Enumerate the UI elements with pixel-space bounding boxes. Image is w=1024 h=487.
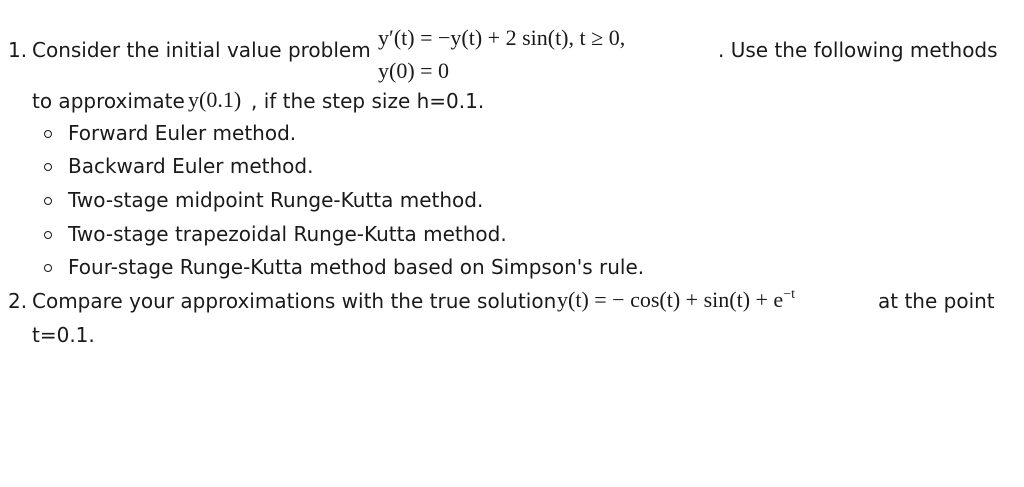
true-solution-main: y(t) = − cos(t) + sin(t) + e xyxy=(557,287,784,312)
problem-1-tail: . Use the following methods xyxy=(718,38,998,62)
bullet-icon xyxy=(44,163,52,171)
true-solution-exponent: −t xyxy=(783,287,795,302)
bullet-icon xyxy=(44,264,52,272)
problem-2-line2: t=0.1. xyxy=(32,323,95,347)
problem-1-number: 1. xyxy=(8,38,28,62)
problem-2-number: 2. xyxy=(8,289,28,313)
method-label: Backward Euler method. xyxy=(68,154,314,178)
bullet-icon xyxy=(44,197,52,205)
method-label: Four-stage Runge-Kutta method based on Simpson's rule. xyxy=(68,255,645,279)
method-label: Two-stage trapezoidal Runge-Kutta method. xyxy=(68,222,507,246)
bullet-icon xyxy=(44,231,52,239)
target-value: y(0.1) xyxy=(188,87,242,112)
problem-1-lead: Consider the initial value problem xyxy=(32,38,371,62)
method-label: Two-stage midpoint Runge-Kutta method. xyxy=(68,188,484,212)
ode-equation: y′(t) = −y(t) + 2 sin(t), t ≥ 0, xyxy=(378,25,626,50)
problem-1-line2-prefix: to approximate xyxy=(32,89,185,113)
problem-2-tail: at the point xyxy=(878,289,995,313)
problem-2-lead: Compare your approximations with the true solution xyxy=(32,289,557,313)
method-label: Forward Euler method. xyxy=(68,121,297,145)
true-solution xyxy=(557,288,795,316)
problem-1-line2-suffix: , if the step size h=0.1. xyxy=(251,89,485,113)
bullet-icon xyxy=(44,130,52,138)
initial-condition: y(0) = 0 xyxy=(378,58,450,83)
